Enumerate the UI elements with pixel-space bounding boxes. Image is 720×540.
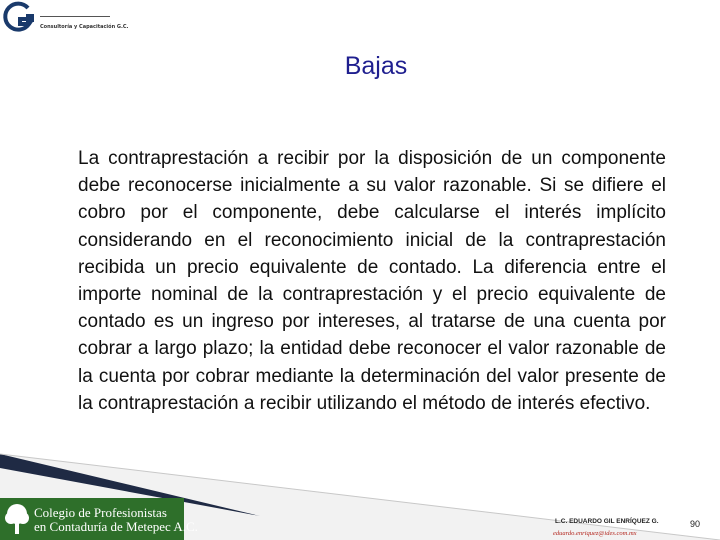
slide-body-text: La contraprestación a recibir por la disposición de un componente debe reconocerse inicialmente a su valor razonable. Si se difiere el cobro por el componente, debe calcularse el interés implícito considerando en el reconocimiento inicial de la contraprestación recibida un precio equivalente de contado. La diferencia entre el importe nominal de la contraprestación y el precio equivalente de contado es un ingreso por intereses, al tratarse de una cuenta por cobrar a largo plazo; la entidad debe reconocer el valor razonable de la cuenta por cobrar mediante la determinación del valor presente de la contraprestación a recibir utilizando el método de interés efectivo. xyxy=(78,148,666,414)
logo-divider xyxy=(40,16,110,17)
author-email: eduardo.enriquez@ides.com.mx xyxy=(553,530,637,537)
tree-icon xyxy=(2,502,32,536)
college-name-line1: Colegio de Profesionistas xyxy=(34,505,167,520)
college-name-line2: en Contaduría de Metepec A.C. xyxy=(34,519,198,534)
company-logo-icon xyxy=(2,0,42,36)
college-banner xyxy=(0,498,198,540)
slide-title: Bajas xyxy=(344,52,408,80)
logo-text: Consultoría y Capacitación G.C. xyxy=(40,24,129,30)
author-name: L.C. EDUARDO GIL ENRÍQUEZ G. xyxy=(555,518,659,525)
company-logo xyxy=(2,0,129,38)
page-number: 90 xyxy=(690,519,701,529)
